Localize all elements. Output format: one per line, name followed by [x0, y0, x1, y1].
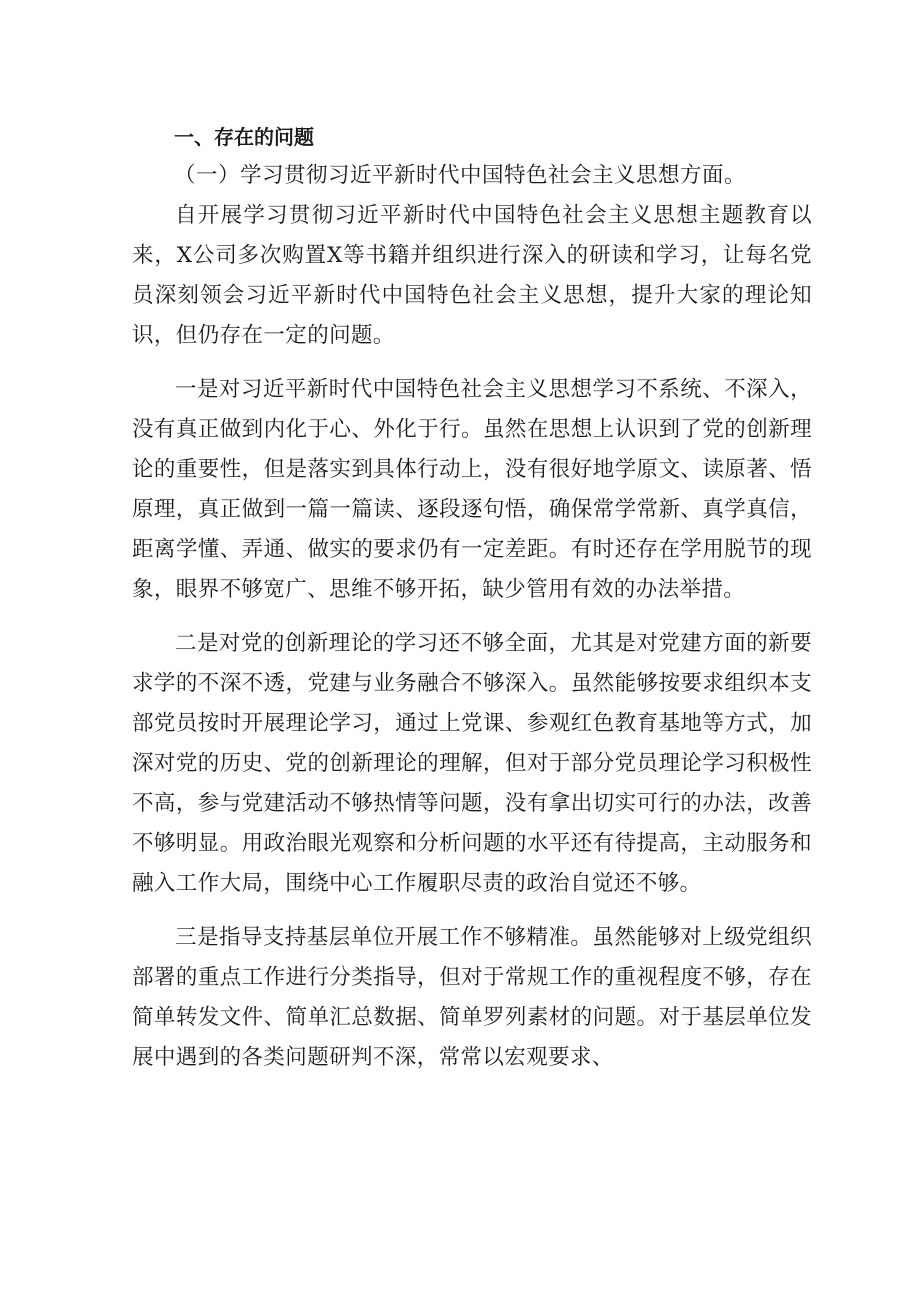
section-heading: 一、存在的问题 — [174, 125, 314, 149]
paragraph-point-one: 一是对习近平新时代中国特色社会主义思想学习不系统、不深入，没有真正做到内化于心、外化于行。虽然在思想上认识到了党的创新理论的重要性，但是落实到具体行动上，没有很好地学原文、读原著、悟原理，真正做到一篇一篇读、逐段逐句悟，确保常学常新、真学真信，距离学懂、弄通、做实的要求仍有一定差距。有时还存在学用脱节的现象，眼界不够宽广、思维不够开拓，缺少管用有效的办法举措。 — [132, 377, 812, 602]
subsection-heading: （一）学习贯彻习近平新时代中国特色社会主义思想方面。 — [174, 163, 747, 188]
paragraph-point-two: 二是对党的创新理论的学习还不够全面，尤其是对党建方面的新要求学的不深不透，党建与业务融合不够深入。虽然能够按要求组织本支部党员按时开展理论学习，通过上党课、参观红色教育基地等方式，加深对党的历史、党的创新理论的理解，但对于部分党员理论学习积极性不高，参与党建活动不够热情等问题，没有拿出切实可行的办法，改善不够明显。用政治眼光观察和分析问题的水平还有待提高，主动服务和融入工作大局，围绕中心工作履职尽责的政治自觉还不够。 — [132, 631, 812, 896]
paragraph-point-three: 三是指导支持基层单位开展工作不够精准。虽然能够对上级党组织部署的重点工作进行分类指导，但对于常规工作的重视程度不够，存在简单转发文件、简单汇总数据、简单罗列素材的问题。对于基层单位发展中遇到的各类问题研判不深，常常以宏观要求、 — [132, 925, 812, 1070]
document-body — [132, 118, 812, 1078]
paragraph-intro: 自开展学习贯彻习近平新时代中国特色社会主义思想主题教育以来，X公司多次购置X等书籍并组织进行深入的研读和学习，让每名党员深刻领会习近平新时代中国特色社会主义思想，提升大家的理论知识，但仍存在一定的问题。 — [132, 203, 812, 348]
